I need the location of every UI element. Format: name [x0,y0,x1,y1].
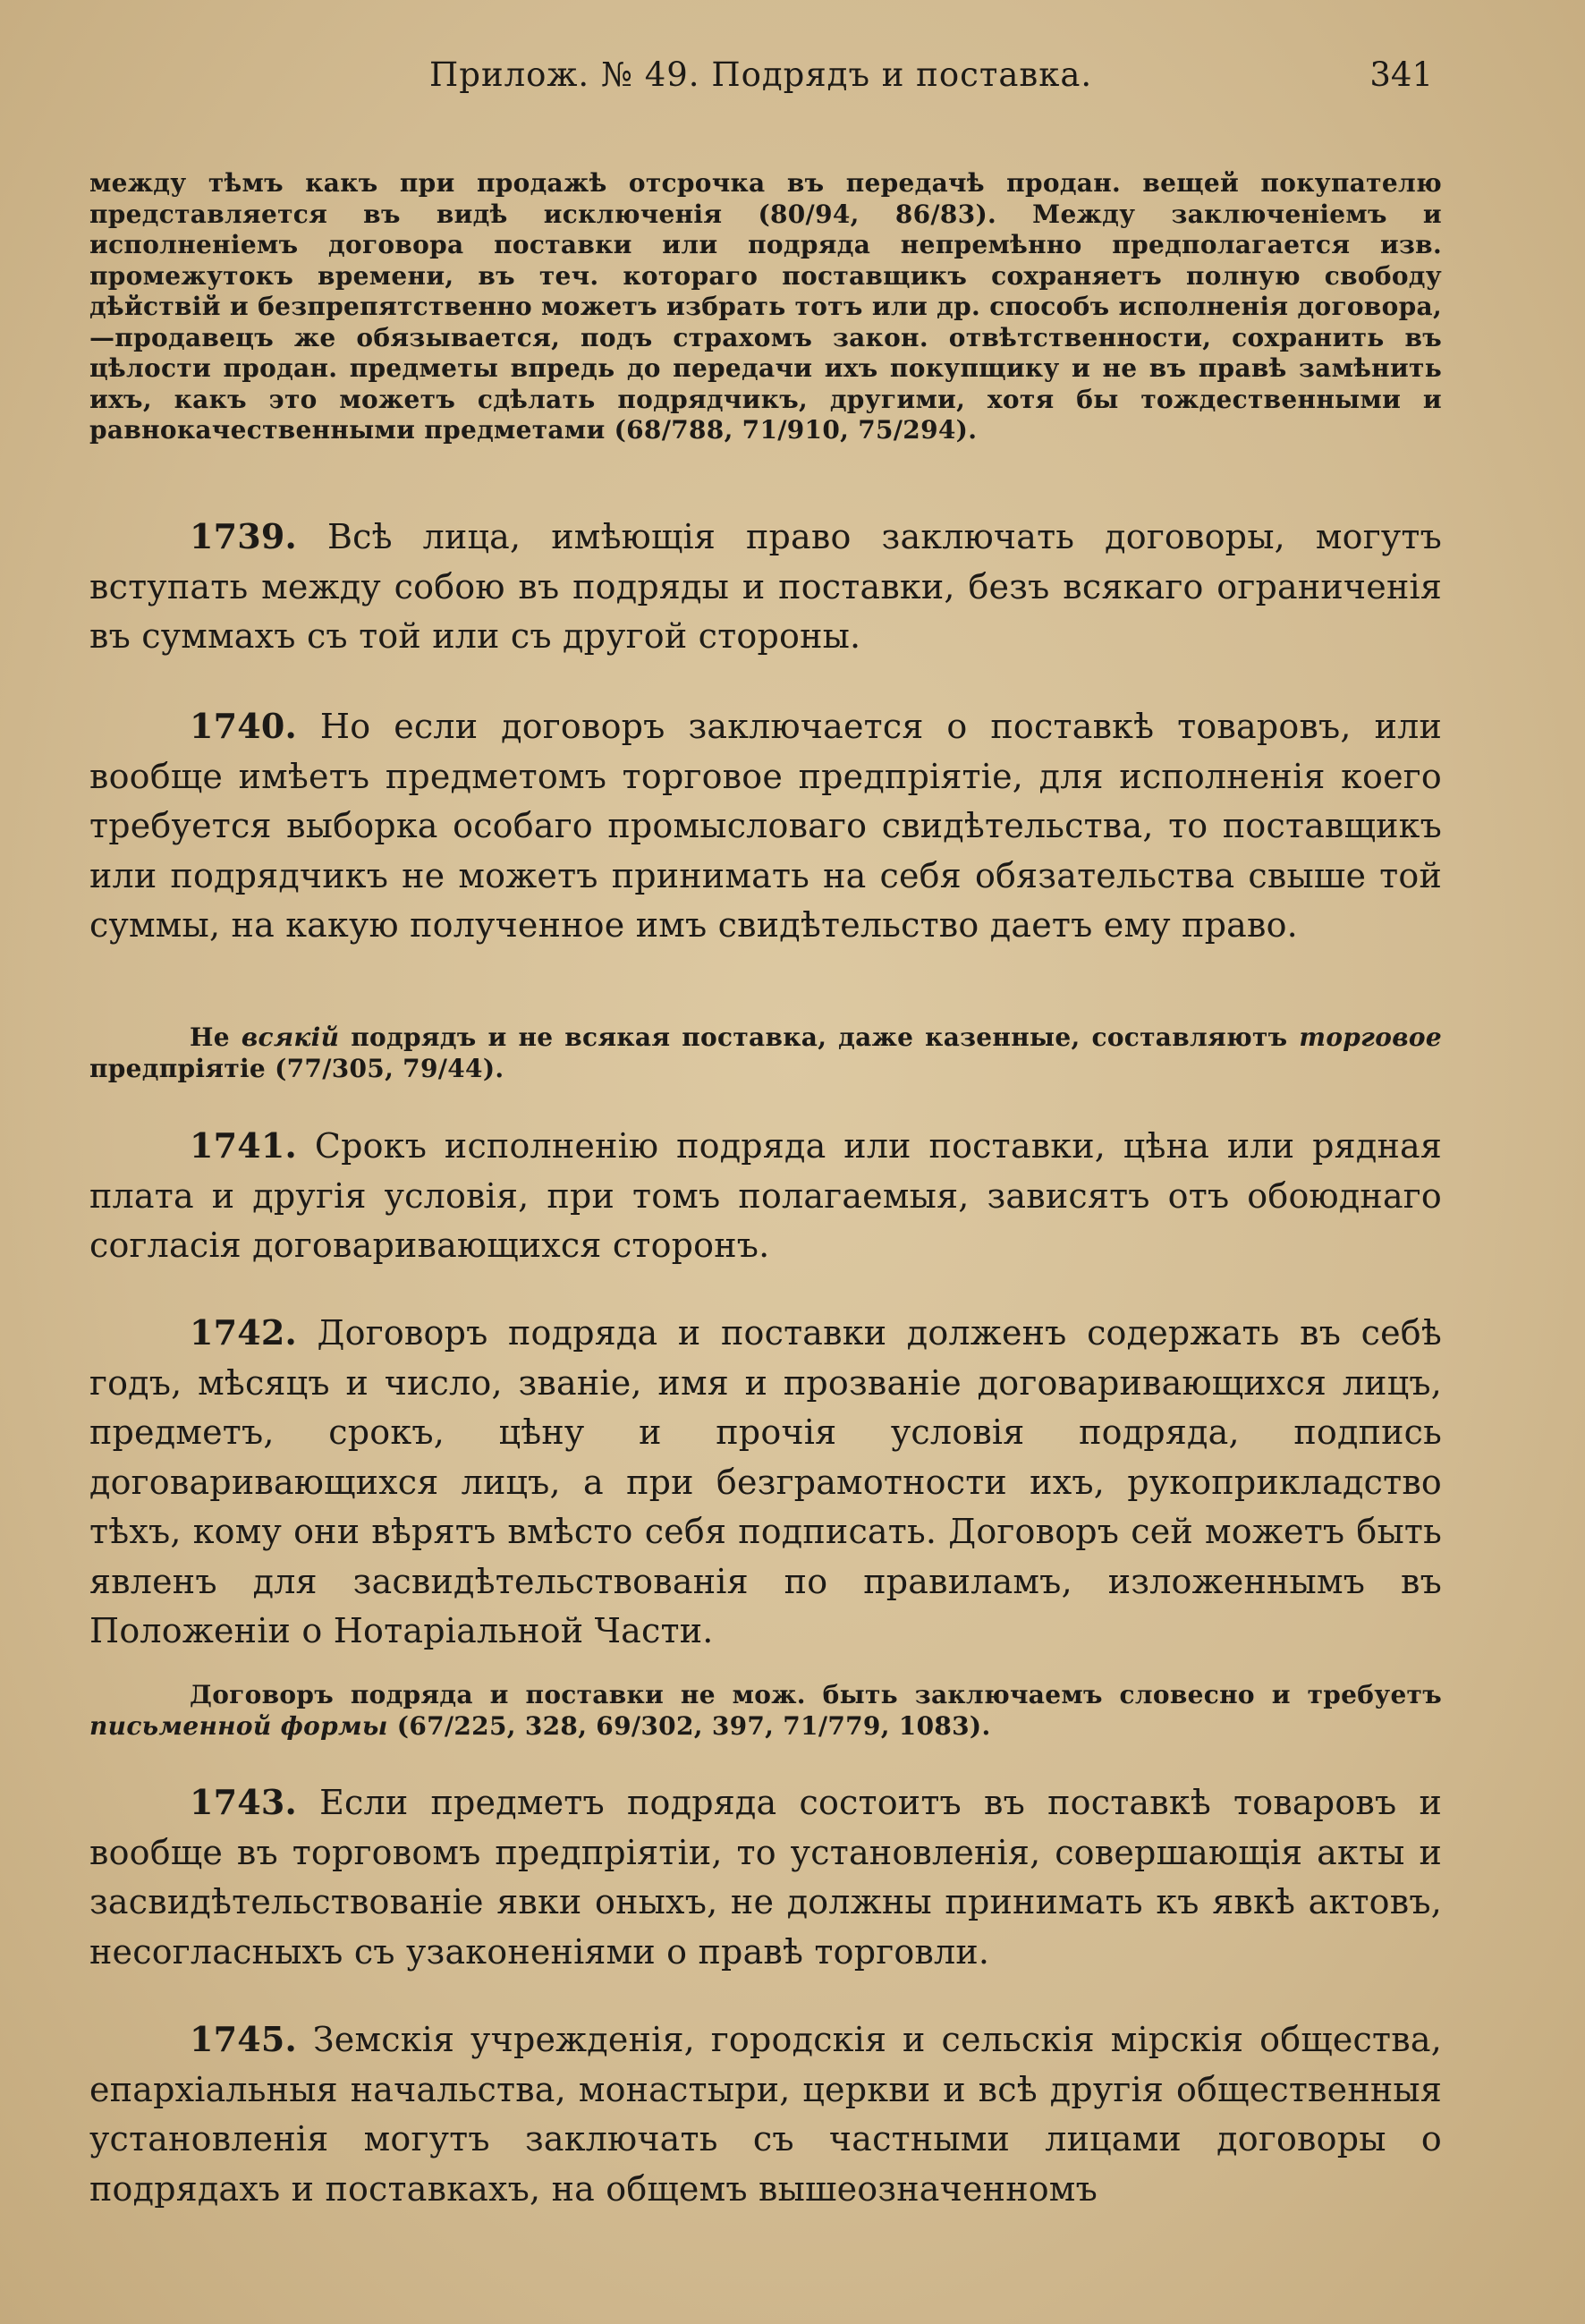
article-text: Земскія учрежденія, городскія и сельскія мірскія общества, епархіальныя начальства, монастыри, церкви и всѣ другія общественныя установленія могутъ заключать съ частными лицами договоры о подрядахъ и поставкахъ, на общемъ вышеозначенномъ [89,2020,1442,2209]
note-text: (67/225, 328, 69/302, 397, 71/779, 1083). [396,1710,991,1741]
note-italic: письменной формы [89,1710,388,1741]
article-text: Срокъ исполненію подряда или поставки, цѣна или рядная плата и другія условія, при томъ полагаемыя, зависятъ отъ обоюднаго согласія договаривающихся сторонъ. [89,1126,1442,1265]
note-text: подрядъ и не всякая поставка, даже казенные, составляютъ [351,1022,1288,1052]
article-1745 [89,2014,1442,2214]
note-1742 [89,1680,1442,1742]
article-1741 [89,1121,1442,1271]
article-1740 [89,701,1442,951]
article-number: 1739. [190,516,297,556]
note-continuation-text: между тѣмъ какъ при продажѣ отсрочка въ передачѣ продан. вещей покупателю представляется въ видѣ исключенія (80/94, 86/83). Между заключеніемъ и исполненіемъ договора поставки или подряда непремѣнно предполагается изв. промежутокъ времени, въ теч. котораго поставщикъ сохраняетъ полную свободу дѣйствій и безпрепятственно можетъ избрать тотъ или др. способъ исполненія договора,—продавецъ же обязывается, подъ страхомъ закон. отвѣтственности, сохранить въ цѣлости продан. предметы впредь до передачи ихъ покупщику и не въ правѣ замѣнить ихъ, какъ это можетъ сдѣлать подрядчикъ, другими, хотя бы тождественными и равнокачественными предметами (68/788, 71/910, 75/294). [89,168,1442,445]
article-text: Договоръ подряда и поставки долженъ содержать въ себѣ годъ, мѣсяцъ и число, званіе, имя и прозваніе договаривающихся лицъ, предметъ, срокъ, цѣну и прочія условія подряда, подпись договаривающихся лицъ, а при безграмотности ихъ, рукоприкладство тѣхъ, кому они вѣрятъ вмѣсто себя подписать. Договоръ сей можетъ быть явленъ для засвидѣтельствованія по правиламъ, изложеннымъ въ Положеніи о Нотаріальной Части. [89,1313,1442,1650]
article-1739 [89,512,1442,662]
note-1740 [89,1022,1442,1084]
note-text: Не [190,1022,230,1052]
page-number: 341 [1369,55,1433,94]
article-number: 1740. [190,706,297,746]
note-italic: всякій [241,1022,340,1052]
note-italic: торговое [1299,1022,1442,1052]
article-number: 1742. [190,1312,297,1353]
article-text: Всѣ лица, имѣющія право заключать договоры, могутъ вступать между собою въ подряды и поставки, безъ всякаго ограниченія въ суммахъ съ той или съ другой стороны. [89,517,1443,656]
article-number: 1741. [190,1125,297,1166]
article-text: Но если договоръ заключается о поставкѣ товаровъ, или вообще имѣетъ предметомъ торговое предпріятіе, для исполненія коего требуется выборка особаго промысловаго свидѣтельства, то поставщикъ или подрядчикъ не можетъ принимать на себя обязательства свыше той суммы, на какую полученное имъ свидѣтельство даетъ ему право. [89,707,1442,945]
article-1742 [89,1308,1442,1657]
note-text: Договоръ подряда и поставки не мож. быть заключаемъ словесно и требуетъ [190,1680,1442,1709]
page-header [89,55,1433,109]
running-title: Прилож. № 49. Подрядъ и поставка. [429,55,1093,94]
article-number: 1743. [190,1782,297,1822]
article-number: 1745. [190,2019,297,2059]
article-1743 [89,1777,1442,1977]
article-text: Если предметъ подряда состоитъ въ поставкѣ товаровъ и вообще въ торговомъ предпріятіи, то установленія, совершающія акты и засвидѣтельствованіе явки оныхъ, не должны принимать къ явкѣ актовъ, несогласныхъ съ узаконеніями о правѣ торговли. [89,1783,1442,1972]
note-text: предпріятіе (77/305, 79/44). [89,1053,504,1083]
note-continuation [89,168,1442,446]
